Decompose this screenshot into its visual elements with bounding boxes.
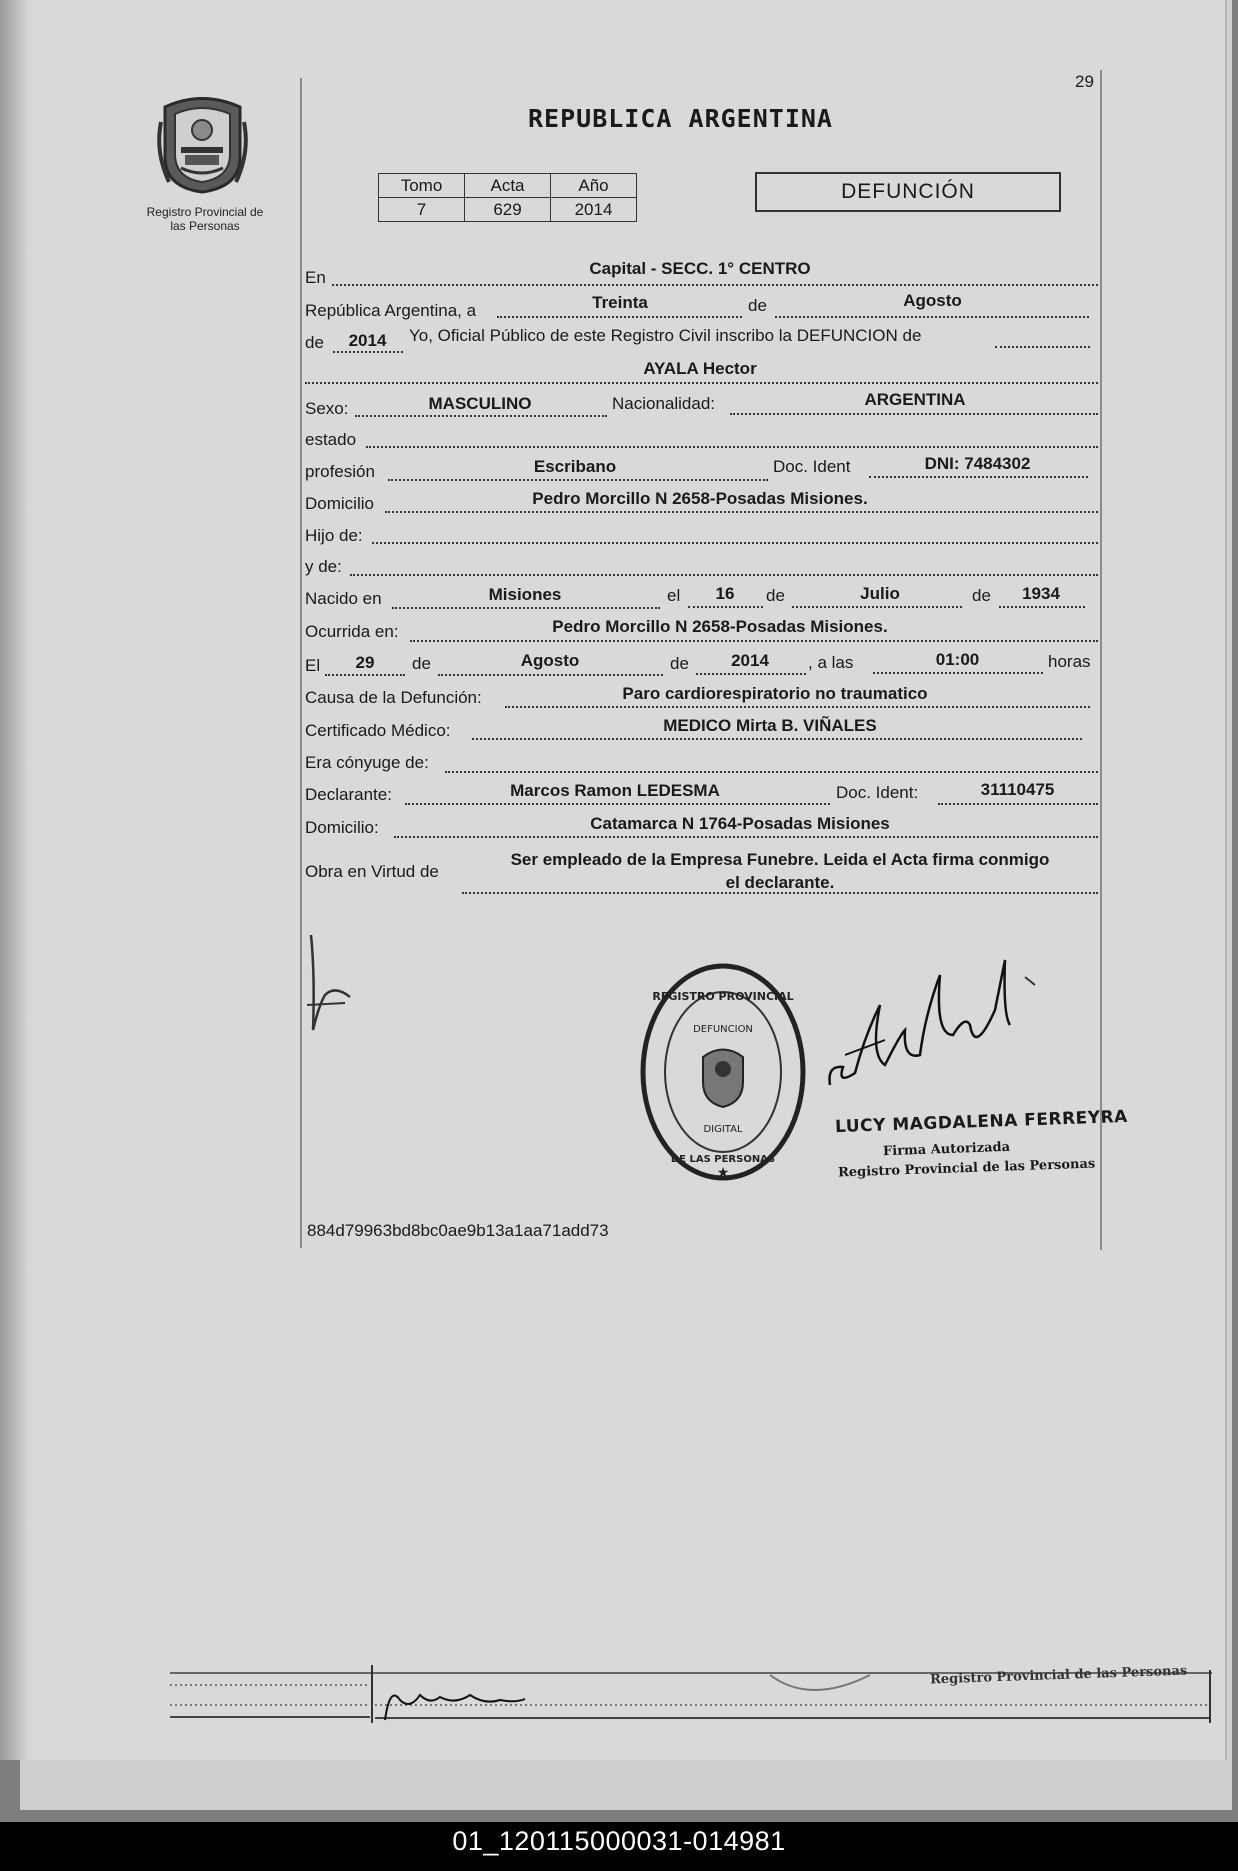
label-el: El (305, 656, 321, 675)
underlying-footer-office: Registro Provincial de las Personas (929, 1663, 1188, 1688)
signer-role: Firma Autorizada (882, 1139, 1011, 1160)
document-hash: 884d79963bd8bc0ae9b13a1aa71add73 (307, 1221, 609, 1240)
label-estado: estado (305, 430, 357, 449)
value-obra-line2: el declarante. (725, 873, 835, 892)
field-line (472, 738, 1082, 740)
value-anio-inscripcion: 2014 (348, 331, 387, 350)
value-dia-nacimiento: 16 (715, 584, 735, 603)
label-domicilio: Domicilio (305, 494, 374, 513)
field-line (505, 706, 1090, 708)
value-doc-declarante: 31110475 (980, 780, 1055, 799)
value-documento: DNI: 7484302 (924, 454, 1031, 473)
label-en: En (305, 268, 326, 287)
field-line (696, 673, 806, 675)
label-domicilio-declarante: Domicilio: (305, 818, 379, 837)
value-sexo: MASCULINO (428, 394, 532, 413)
frame-left-border (300, 78, 302, 1248)
field-line (355, 415, 607, 417)
label-nacionalidad: Nacionalidad: (612, 394, 716, 413)
value-anio-nacimiento: 1934 (1022, 584, 1060, 603)
record-table-header: Tomo (379, 174, 465, 198)
record-type-box: DEFUNCIÓN (755, 172, 1061, 212)
image-id-label: 01_120115000031-014981 (452, 1826, 786, 1856)
field-line (730, 413, 1098, 415)
frame-right-border (1100, 70, 1102, 1250)
label-conyuge: Era cónyuge de: (305, 753, 429, 772)
svg-text:DEFUNCION: DEFUNCION (693, 1024, 753, 1035)
value-anio-defuncion: 2014 (731, 651, 769, 670)
label-de: de (748, 296, 767, 315)
field-line (792, 606, 962, 608)
value-causa: Paro cardiorespiratorio no traumatico (622, 684, 928, 703)
svg-text:REGISTRO PROVINCIAL: REGISTRO PROVINCIAL (652, 990, 794, 1003)
signer-name: LUCY MAGDALENA FERREYRA (834, 1106, 1129, 1138)
label-el: el (667, 586, 681, 605)
logo-caption-line1: Registro Provincial de (146, 205, 264, 219)
label-ocurrida-en: Ocurrida en: (305, 622, 399, 641)
field-line (325, 674, 405, 676)
page-edge-shadow (0, 0, 30, 1760)
value-profesion: Escribano (533, 457, 617, 476)
logo-caption-line2: las Personas (170, 219, 240, 233)
label-hijo-de: Hijo de: (305, 526, 363, 545)
field-line (394, 836, 1098, 838)
field-line (366, 446, 1098, 448)
field-line (938, 803, 1098, 805)
record-table-header: Acta (465, 174, 551, 198)
label-de: de (972, 586, 991, 605)
label-profesion: profesión (305, 462, 375, 481)
label-de: de (670, 654, 689, 673)
value-lugar-nacimiento: Misiones (488, 585, 562, 604)
field-line (392, 607, 660, 609)
value-localidad: Capital - SECC. 1° CENTRO (589, 259, 811, 278)
value-dia-defuncion: 29 (355, 653, 375, 672)
field-line (445, 771, 1098, 773)
label-sexo: Sexo: (305, 399, 349, 418)
svg-text:DE LAS PERSONAS: DE LAS PERSONAS (670, 1154, 776, 1165)
official-seal-stamp (638, 962, 808, 1187)
field-line (410, 640, 1098, 642)
document-title: REPUBLICA ARGENTINA (528, 104, 833, 133)
value-domicilio: Pedro Morcillo N 2658-Posadas Misiones. (532, 489, 868, 508)
field-line (999, 606, 1085, 608)
record-table-cell: 7 (379, 198, 465, 222)
label-declarante: Declarante: (305, 785, 392, 804)
label-de: de (305, 333, 324, 352)
field-line (350, 574, 1098, 576)
value-mes-nacimiento: Julio (860, 584, 900, 603)
field-line (775, 316, 1089, 318)
field-line (305, 382, 1098, 384)
signature (825, 955, 1040, 1120)
record-table-cell: 629 (465, 198, 551, 222)
label-nacido-en: Nacido en (305, 589, 382, 608)
logo-caption (130, 205, 280, 233)
field-line (688, 606, 763, 608)
field-line (388, 479, 768, 481)
label-causa: Causa de la Defunción: (305, 688, 482, 707)
value-declarante: Marcos Ramon LEDESMA (510, 781, 720, 800)
label-y-de: y de: (305, 557, 342, 576)
field-line (333, 351, 403, 353)
page-number: 29 (1075, 72, 1094, 91)
label-obra: Obra en Virtud de (305, 862, 439, 881)
record-table (378, 173, 637, 222)
record-table-header: Año (551, 174, 637, 198)
label-de: de (766, 586, 785, 605)
svg-text:DIGITAL: DIGITAL (703, 1124, 743, 1135)
label-a-las: , a las (808, 653, 854, 672)
value-hora-defuncion: 01:00 (935, 650, 980, 669)
value-ocurrida-en: Pedro Morcillo N 2658-Posadas Misiones. (552, 617, 888, 636)
label-doc-ident: Doc. Ident (773, 457, 851, 476)
label-horas: horas (1048, 652, 1091, 671)
field-line (332, 284, 1098, 286)
field-line (405, 803, 830, 805)
svg-text:★: ★ (716, 1164, 730, 1180)
label-de: de (412, 654, 431, 673)
field-line (385, 511, 1098, 513)
field-line (497, 316, 742, 318)
field-line (438, 674, 663, 676)
value-nombre: AYALA Hector (643, 359, 757, 378)
value-dia-inscripcion: Treinta (592, 293, 648, 312)
value-obra-line1: Ser empleado de la Empresa Funebre. Leida el Acta firma conmigo (510, 850, 1050, 869)
field-line (372, 542, 1098, 544)
label-oficial-text: Yo, Oficial Público de este Registro Civil inscribo la DEFUNCION de (409, 326, 922, 345)
handwritten-mark (305, 935, 355, 1035)
value-certificado: MEDICO Mirta B. VIÑALES (663, 716, 877, 735)
field-line (995, 346, 1090, 348)
record-table-cell: 2014 (551, 198, 637, 222)
value-domicilio-declarante: Catamarca N 1764-Posadas Misiones (590, 814, 890, 833)
field-line (873, 672, 1043, 674)
label-doc-ident-declarante: Doc. Ident: (836, 783, 919, 802)
value-mes-inscripcion: Agosto (903, 291, 962, 310)
province-coat-of-arms-logo (155, 92, 250, 197)
value-nacionalidad: ARGENTINA (864, 390, 966, 409)
field-line (869, 476, 1088, 478)
value-mes-defuncion: Agosto (520, 651, 580, 670)
signer-office: Registro Provincial de las Personas (837, 1156, 1096, 1181)
label-republica: República Argentina, a (305, 301, 477, 320)
label-certificado: Certificado Médico: (305, 721, 451, 740)
